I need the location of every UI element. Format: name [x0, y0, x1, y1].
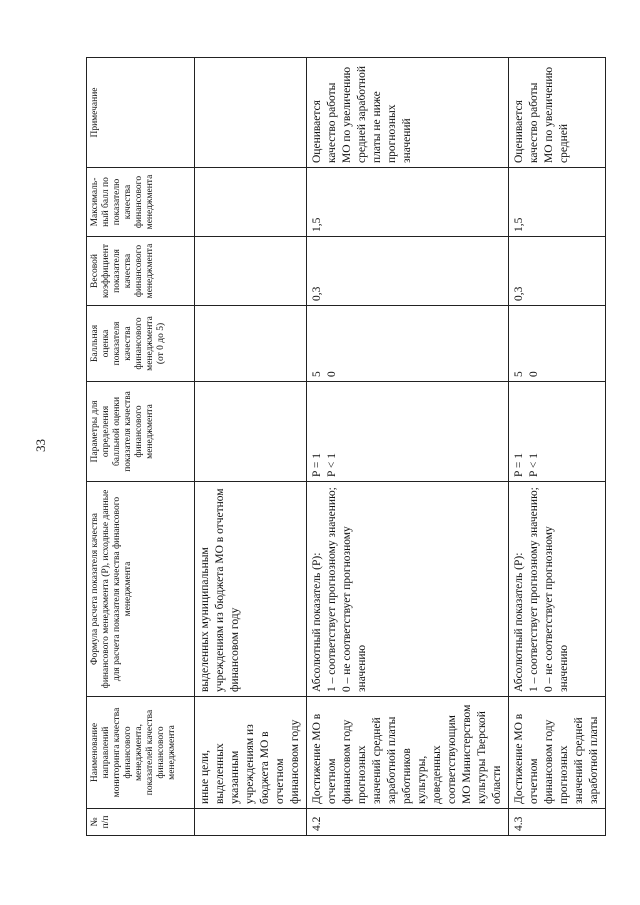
table-row [307, 58, 509, 836]
rotated-table-container [86, 58, 600, 836]
cell-max: 1,5 [509, 168, 606, 237]
cell-num: 4.3 [509, 809, 606, 836]
cell-num [195, 809, 307, 836]
cell-score [195, 306, 307, 382]
cell-params: P = 1 P < 1 [509, 382, 606, 482]
cell-weight: 0,3 [509, 237, 606, 306]
cell-note: Оценивается качество работы МО по увеличению средней [509, 58, 606, 168]
header-formula: Формула расчета показателя качества финансового менеджмента (P), исходные данные для расчета показателя качества финансового менеджмента [87, 482, 195, 697]
header-score: Балльная оценка показателя качества финансового менеджмента (от 0 до 5) [87, 306, 195, 382]
cell-formula: Абсолютный показатель (P): 1 – соответствует прогнозному значению; 0 – не соответствует прогнозному значению [307, 482, 509, 697]
page-number: 33 [33, 439, 48, 452]
cell-params [195, 382, 307, 482]
header-note: Примечание [87, 58, 195, 168]
cell-formula: Абсолютный показатель (P): 1 – соответствует прогнозному значению; 0 – не соответствует прогнозному значению [509, 482, 606, 697]
cell-note: Оценивается качество работы МО по увеличению средней заработной платы не ниже прогнозных значений [307, 58, 509, 168]
cell-name: иные цели, выделенных указанным учреждениям из бюджета МО в отчетном финансовом году [195, 697, 307, 809]
header-max: Максималь-ный балл по показателю качества финансового менеджмента [87, 168, 195, 237]
cell-note [195, 58, 307, 168]
cell-name: Достижение МО в отчетном финансовом году прогнозных значений средней заработной платы [509, 697, 606, 809]
cell-num: 4.2 [307, 809, 509, 836]
cell-score: 5 0 [509, 306, 606, 382]
header-name: Наименование направлений мониторинга качества финансового менеджмента, показателей качества финансового менеджмента [87, 697, 195, 809]
table-row [195, 58, 307, 836]
header-num: № п/п [87, 809, 195, 836]
cell-max [195, 168, 307, 237]
table-row [509, 58, 606, 836]
cell-weight: 0,3 [307, 237, 509, 306]
cell-params: P = 1 P < 1 [307, 382, 509, 482]
cell-formula: выделенных муниципальным учреждениям из бюджета МО в отчетном финансовом году [195, 482, 307, 697]
header-weight: Весовой коэффициент показателя качества финансового менеджмента [87, 237, 195, 306]
cell-score: 5 0 [307, 306, 509, 382]
cell-name: Достижение МО в отчетном финансовом году прогнозных значений средней заработной платы работников культуры, доведенных соответствующим МО Министерством культуры Тверской области [307, 697, 509, 809]
cell-max: 1,5 [307, 168, 509, 237]
header-params: Параметры для определения балльной оценки показателя качества финансового менеджмента [87, 382, 195, 482]
header-row [87, 58, 195, 836]
financial-management-table [86, 57, 606, 836]
cell-weight [195, 237, 307, 306]
